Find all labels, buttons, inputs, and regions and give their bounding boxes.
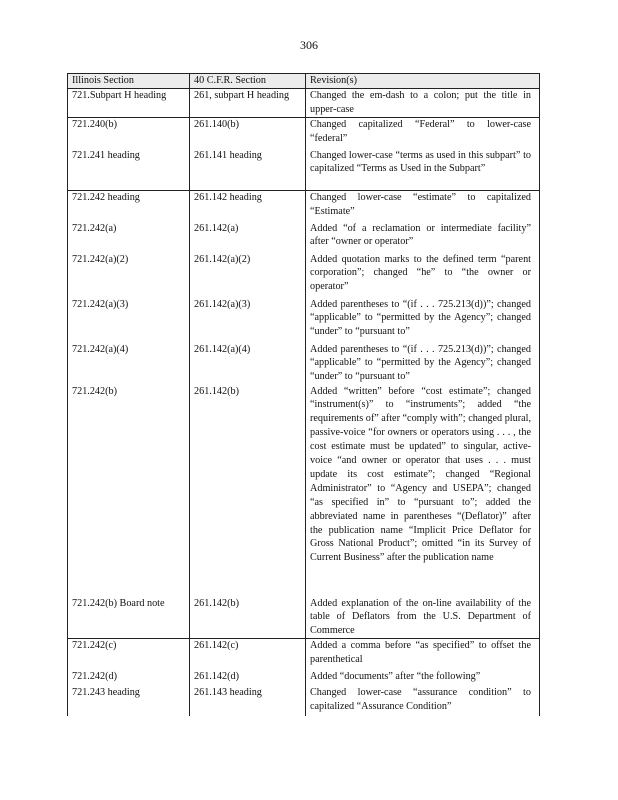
illinois-section-text: 721.242(a)(3) xyxy=(72,298,129,310)
cfr-section-text: 261.142(b) xyxy=(194,597,239,609)
cfr-section-cell xyxy=(190,639,306,670)
revisions-table xyxy=(67,73,540,716)
cfr-section-cell xyxy=(190,686,306,716)
cfr-section-text: 261.142(c) xyxy=(194,640,239,652)
cfr-section-cell xyxy=(190,597,306,639)
illinois-section-cell xyxy=(68,597,190,639)
revision-text: Added “of a reclamation or intermediate facility” after “owner or operator” xyxy=(310,222,531,248)
table-row xyxy=(68,670,540,686)
revision-cell xyxy=(306,253,540,298)
table-row xyxy=(68,89,540,118)
illinois-section-text: 721.240(b) xyxy=(72,119,117,130)
table-row xyxy=(68,686,540,716)
revision-cell xyxy=(306,686,540,716)
revision-cell xyxy=(306,343,540,385)
table-row xyxy=(68,222,540,253)
cfr-section-cell xyxy=(190,222,306,253)
illinois-section-text: 721.242(b) xyxy=(72,385,117,397)
illinois-section-cell xyxy=(68,385,190,597)
cfr-section-text: 261.142(a)(4) xyxy=(194,343,251,355)
revision-text: Added quotation marks to the defined term “parent corporation”; changed “he” to “the owner or operator” xyxy=(310,253,531,293)
revision-text: Changed lower-case “estimate” to capitalized “Estimate” xyxy=(310,192,531,217)
illinois-section-cell xyxy=(68,118,190,149)
revision-cell xyxy=(306,385,540,597)
cfr-section-cell xyxy=(190,89,306,118)
table-row xyxy=(68,597,540,639)
table-row xyxy=(68,639,540,670)
revision-cell xyxy=(306,149,540,191)
illinois-section-cell xyxy=(68,149,190,191)
cfr-section-cell xyxy=(190,343,306,385)
table-row xyxy=(68,191,540,222)
illinois-section-cell xyxy=(68,191,190,222)
revision-text: Added parentheses to “(if . . . 725.213(d))”; changed “applicable” to “permitted by the Agency”; changed “under” to “pursuant to” xyxy=(310,298,531,338)
revision-cell xyxy=(306,670,540,686)
illinois-section-text: 721.242 heading xyxy=(72,192,140,203)
revision-cell xyxy=(306,639,540,670)
illinois-section-cell xyxy=(68,89,190,118)
cfr-section-cell xyxy=(190,191,306,222)
cfr-section-text: 261.142(d) xyxy=(194,670,239,682)
cfr-section-cell xyxy=(190,385,306,597)
revision-text: Changed lower-case “assurance condition” to capitalized “Assurance Condition” xyxy=(310,686,531,712)
revision-cell xyxy=(306,191,540,222)
header-cfr-section: 40 C.F.R. Section xyxy=(190,74,306,89)
header-illinois-section: Illinois Section xyxy=(68,74,190,89)
table-row xyxy=(68,253,540,298)
cfr-section-text: 261.143 heading xyxy=(194,686,262,698)
illinois-section-cell xyxy=(68,639,190,670)
revision-text: Changed capitalized “Federal” to lower-case “federal” xyxy=(310,119,531,144)
illinois-section-text: 721.242(b) Board note xyxy=(72,597,165,609)
table-row xyxy=(68,298,540,343)
revision-cell xyxy=(306,222,540,253)
illinois-section-text: 721.243 heading xyxy=(72,686,140,698)
illinois-section-cell xyxy=(68,686,190,716)
cfr-section-text: 261.142(a) xyxy=(194,222,239,234)
revision-text: Added a comma before “as specified” to offset the parenthetical xyxy=(310,640,531,666)
illinois-section-text: 721.242(a)(4) xyxy=(72,343,129,355)
cfr-section-cell xyxy=(190,670,306,686)
illinois-section-text: 721.Subpart H heading xyxy=(72,90,167,101)
illinois-section-text: 721.242(d) xyxy=(72,670,117,682)
illinois-section-text: 721.242(a) xyxy=(72,222,117,234)
revision-cell xyxy=(306,597,540,639)
revision-text: Added explanation of the on-line availability of the table of Deflators from the U.S. Department of Commerce xyxy=(310,597,531,637)
illinois-section-cell xyxy=(68,253,190,298)
revision-text: Changed lower-case “terms as used in this subpart” to capitalized “Terms as Used in the Subpart” xyxy=(310,149,531,175)
table-row xyxy=(68,149,540,191)
revision-text: Added “documents” after “the following” xyxy=(310,670,481,682)
illinois-section-cell xyxy=(68,222,190,253)
table-row xyxy=(68,118,540,149)
cfr-section-cell xyxy=(190,118,306,149)
illinois-section-cell xyxy=(68,670,190,686)
cfr-section-cell xyxy=(190,298,306,343)
illinois-section-cell xyxy=(68,298,190,343)
table-row xyxy=(68,385,540,597)
header-revisions: Revision(s) xyxy=(306,74,540,89)
table-row xyxy=(68,343,540,385)
cfr-section-text: 261.142(a)(2) xyxy=(194,253,251,265)
revision-text: Changed the em-dash to a colon; put the title in upper-case xyxy=(310,90,531,115)
cfr-section-text: 261.142(b) xyxy=(194,385,239,397)
cfr-section-text: 261, subpart H heading xyxy=(194,90,290,101)
cfr-section-text: 261.142 heading xyxy=(194,192,262,203)
illinois-section-text: 721.242(c) xyxy=(72,640,117,652)
cfr-section-cell xyxy=(190,253,306,298)
cfr-section-text: 261.140(b) xyxy=(194,119,239,130)
page-number: 306 xyxy=(300,38,318,52)
table-header-row xyxy=(68,74,540,89)
revision-text: Added parentheses to “(if . . . 725.213(d))”; changed “applicable” to “permitted by the Agency”; changed “under” to “pursuant to” xyxy=(310,343,531,383)
revision-cell xyxy=(306,89,540,118)
revision-cell xyxy=(306,118,540,149)
illinois-section-cell xyxy=(68,343,190,385)
revision-cell xyxy=(306,298,540,343)
cfr-section-cell xyxy=(190,149,306,191)
cfr-section-text: 261.141 heading xyxy=(194,149,262,161)
revision-text: Added “written” before “cost estimate”; changed “instrument(s)” to “instruments”; added “the requirements of” after “comply with”; changed plural, passive-voice “for owners or operators using . . . , the cost estimate must be updated” to singular, active-voice “and owner or operator that uses . . . must update its cost estimate”; changed “Regional Administrator” to “Agency and USEPA”; changed “as specified in” to “pursuant to”; added the abbreviated name in parentheses “(Deflator)” after the publication name “Implicit Price Deflator for Gross National Product”; omitted “in its Survey of Current Business” after the publication name xyxy=(310,385,531,564)
illinois-section-text: 721.242(a)(2) xyxy=(72,253,129,265)
cfr-section-text: 261.142(a)(3) xyxy=(194,298,251,310)
illinois-section-text: 721.241 heading xyxy=(72,149,140,161)
